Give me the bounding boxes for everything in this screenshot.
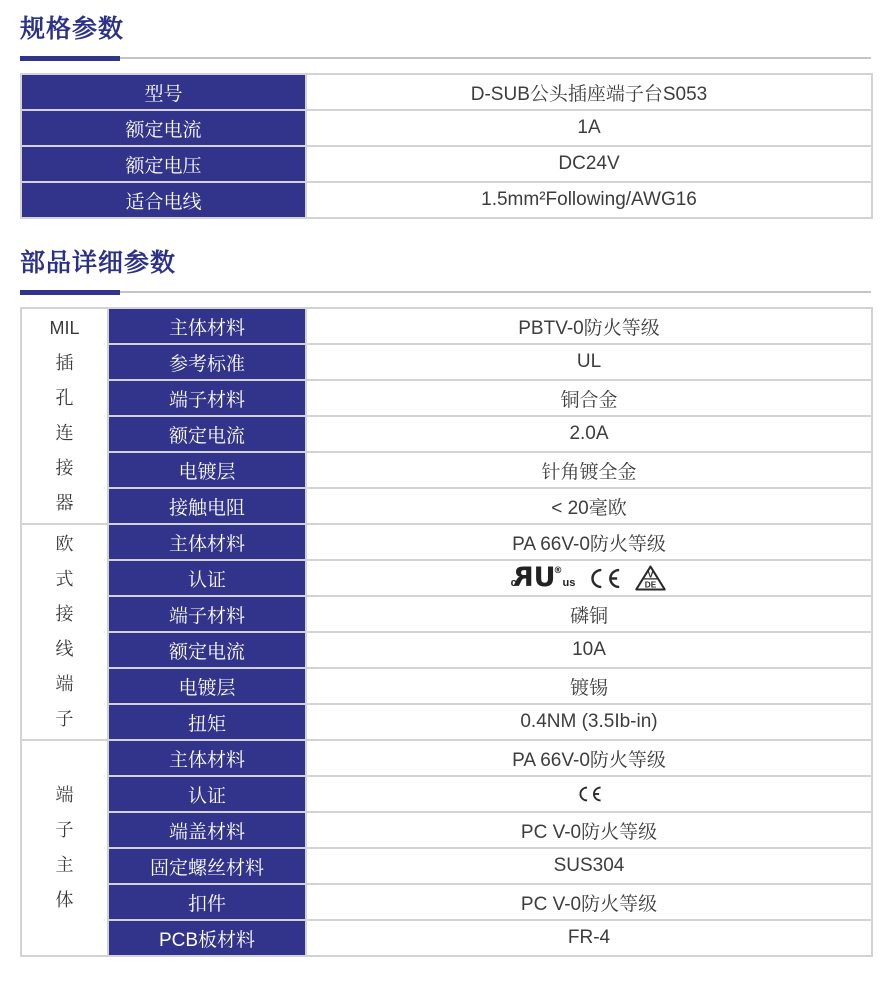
group-label-line: 式	[55, 569, 74, 589]
certification-marks	[307, 777, 871, 811]
detail-row-label: 扣件	[108, 884, 306, 920]
cul-us-mark: c R U ® us	[510, 561, 576, 593]
detail-row-label: 额定电流	[108, 632, 306, 668]
cul-us-c-label: c	[510, 577, 517, 590]
group-label-MIL插孔连接器	[21, 308, 108, 524]
ce-mark	[577, 786, 602, 802]
spec-row-value: D-SUB公头插座端子台S053	[306, 74, 872, 110]
detail-row-label: 电镀层	[108, 452, 306, 488]
certification-marks	[307, 561, 871, 595]
table-row	[21, 560, 872, 596]
detail-row-value: UL	[306, 344, 872, 380]
group-label-line: 端	[55, 785, 74, 805]
group-label-line: 端	[55, 674, 74, 694]
group-label-line: 接	[55, 604, 74, 624]
table-row	[21, 146, 872, 182]
detail-row-value: PC V-0防火等级	[306, 812, 872, 848]
detail-row-label: PCB板材料	[108, 920, 306, 956]
table-row	[21, 632, 872, 668]
detail-row-value: SUS304	[306, 848, 872, 884]
group-label-line: 器	[55, 493, 74, 513]
group-label-line: 体	[55, 890, 74, 910]
spec-row-value: 1A	[306, 110, 872, 146]
spec-row-value: DC24V	[306, 146, 872, 182]
vde-mark	[634, 564, 667, 592]
detail-row-label: 固定螺丝材料	[108, 848, 306, 884]
group-label-line: 主	[55, 855, 74, 875]
group-label-欧式接线端子	[21, 524, 108, 740]
table-row	[21, 704, 872, 740]
section-specs	[20, 14, 871, 219]
detail-row-value: 铜合金	[306, 380, 872, 416]
detail-row-value: PBTV-0防火等级	[306, 308, 872, 344]
svg-text:DE: DE	[645, 580, 657, 590]
group-label-line: 孔	[55, 388, 74, 408]
svg-text:V: V	[647, 569, 654, 580]
table-row	[21, 452, 872, 488]
table-row	[21, 776, 872, 812]
detail-row-value: FR-4	[306, 920, 872, 956]
group-label-line: 连	[55, 423, 74, 443]
section-title-details: 部品详细参数	[20, 249, 177, 277]
detail-row-value: PC V-0防火等级	[306, 884, 872, 920]
ce-mark	[588, 568, 621, 589]
spec-row-value: 1.5mm²Following/AWG16	[306, 182, 872, 218]
detail-row-label: 端子材料	[108, 380, 306, 416]
section-underline	[20, 56, 871, 61]
table-row	[21, 308, 872, 344]
detail-row-label: 电镀层	[108, 668, 306, 704]
detail-row-value: 10A	[306, 632, 872, 668]
table-row	[21, 848, 872, 884]
detail-row-label: 主体材料	[108, 524, 306, 560]
section-underline	[20, 290, 871, 295]
table-row	[21, 740, 872, 776]
table-row	[21, 74, 872, 110]
group-label-line: MIL	[49, 318, 80, 338]
detail-row-label: 额定电流	[108, 416, 306, 452]
detail-table-body	[21, 308, 872, 956]
group-label-line: 线	[55, 639, 74, 659]
group-label-端子主体	[21, 740, 108, 956]
detail-row-value: PA 66V-0防火等级	[306, 524, 872, 560]
spec-row-label: 额定电压	[21, 146, 306, 182]
group-label-line: 子	[55, 820, 74, 840]
detail-row-value: 针角镀全金	[306, 452, 872, 488]
detail-row-label: 参考标准	[108, 344, 306, 380]
detail-row-value: PA 66V-0防火等级	[306, 740, 872, 776]
group-label-line: 插	[55, 353, 74, 373]
detail-row-label: 认证	[108, 776, 306, 812]
cul-us-us-label: us	[562, 577, 576, 590]
detail-row-label: 主体材料	[108, 308, 306, 344]
section-title-specs: 规格参数	[20, 15, 125, 43]
detail-row-value: 0.4NM (3.5Ib-in)	[306, 704, 872, 740]
table-row	[21, 596, 872, 632]
group-label-line: 子	[55, 709, 74, 729]
table-row	[21, 416, 872, 452]
spec-table	[20, 73, 873, 219]
table-row	[21, 920, 872, 956]
table-row	[21, 344, 872, 380]
detail-row-label: 主体材料	[108, 740, 306, 776]
spec-row-label: 额定电流	[21, 110, 306, 146]
detail-row-label: 认证	[108, 560, 306, 596]
table-row	[21, 812, 872, 848]
detail-row-label: 端子材料	[108, 596, 306, 632]
group-label-line: 欧	[55, 534, 74, 554]
detail-row-value: 镀锡	[306, 668, 872, 704]
table-row	[21, 488, 872, 524]
table-row	[21, 884, 872, 920]
table-row	[21, 668, 872, 704]
underline-gray-line	[20, 291, 871, 293]
detail-row-label: 端盖材料	[108, 812, 306, 848]
table-row	[21, 182, 872, 218]
section-details	[20, 248, 871, 957]
underline-accent-bar	[20, 56, 120, 61]
detail-row-label: 接触电阻	[108, 488, 306, 524]
detail-row-label: 扭矩	[108, 704, 306, 740]
detail-table	[20, 307, 873, 957]
spec-row-label: 型号	[21, 74, 306, 110]
detail-row-value: 磷铜	[306, 596, 872, 632]
table-row	[21, 110, 872, 146]
detail-row-value	[306, 560, 872, 596]
group-label-line: 接	[55, 458, 74, 478]
spec-table-body	[21, 74, 872, 218]
underline-gray-line	[20, 57, 871, 59]
table-row	[21, 524, 872, 560]
table-row	[21, 380, 872, 416]
detail-row-value	[306, 776, 872, 812]
underline-accent-bar	[20, 290, 120, 295]
spec-row-label: 适合电线	[21, 182, 306, 218]
detail-row-value: 2.0A	[306, 416, 872, 452]
detail-row-value: < 20毫欧	[306, 488, 872, 524]
